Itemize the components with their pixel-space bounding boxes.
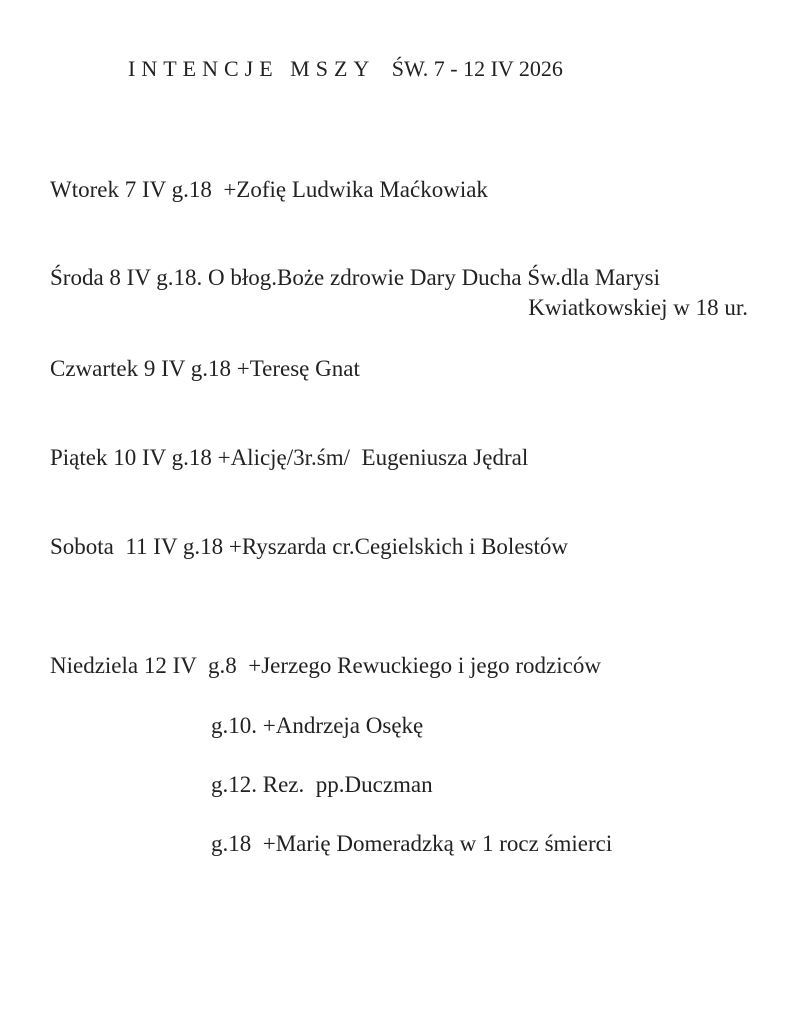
entry-thursday: Czwartek 9 IV g.18 +Teresę Gnat — [50, 356, 360, 381]
entry-sunday-10: g.10. +Andrzeja Osękę — [211, 713, 424, 738]
entry-wednesday: Środa 8 IV g.18. O błog.Boże zdrowie Dary Ducha Św.dla Marysi — [50, 265, 661, 290]
entry-friday: Piątek 10 IV g.18 +Alicję/3r.śm/ Eugeniusza Jędral — [50, 445, 529, 470]
title-dates: ŚW. 7 - 12 IV 2026 — [391, 56, 563, 81]
entry-tuesday: Wtorek 7 IV g.18 +Zofię Ludwika Maćkowiak — [50, 177, 488, 202]
entry-sunday-18: g.18 +Marię Domeradzką w 1 rocz śmierci — [211, 831, 613, 856]
entry-sunday-12: g.12. Rez. pp.Duczman — [211, 772, 433, 797]
entry-wednesday-continuation: Kwiatkowskiej w 18 ur. — [528, 295, 748, 320]
document-title — [128, 58, 563, 80]
entry-saturday: Sobota 11 IV g.18 +Ryszarda cr.Cegielskich i Bolestów — [50, 534, 568, 559]
entry-sunday: Niedziela 12 IV g.8 +Jerzego Rewuckiego i jego rodziców — [50, 653, 601, 678]
title-heading: INTENCJE MSZY — [128, 56, 376, 81]
